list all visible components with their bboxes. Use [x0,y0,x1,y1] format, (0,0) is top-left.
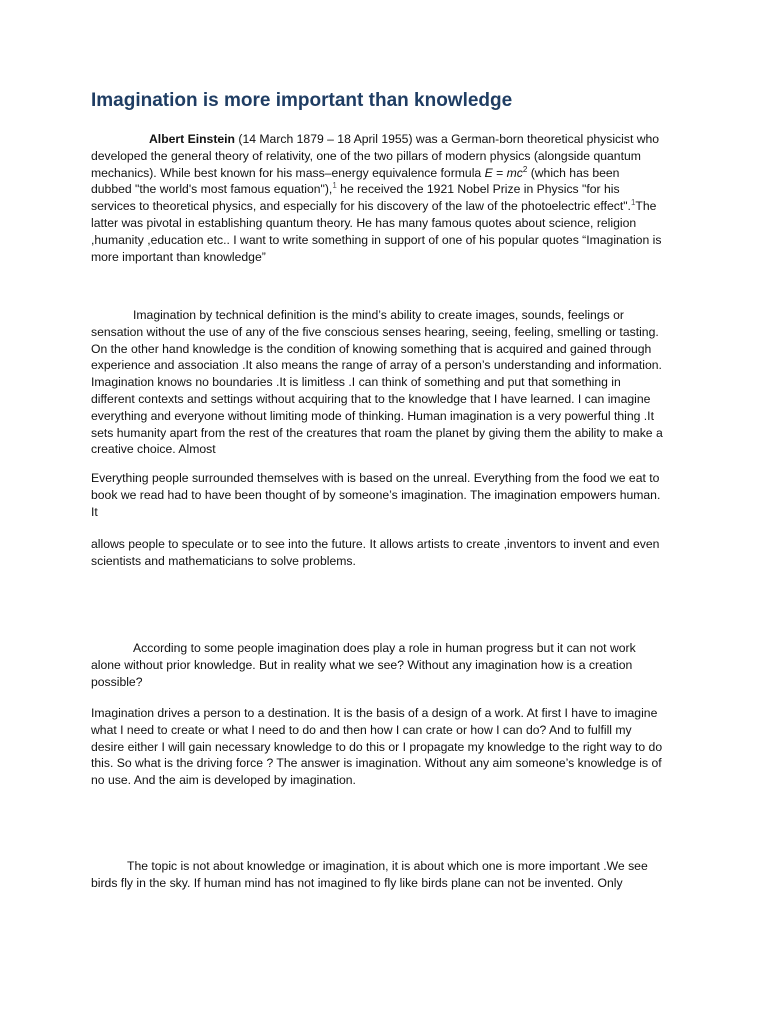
p1-text-a: (14 March 1879 – 18 April 1955) was a German-born theoretical physicist who developed the general theory of relativity, one of the two pillars of modern physics (alongside quantum mechanics). While best known for his mass–energy equivalence formula [91,132,660,180]
einstein-name: Albert Einstein [149,132,236,146]
paragraph-topic [91,858,663,892]
p1-text-c: he received the 1921 Nobel Prize in Physics "for his services to theoretical physics, and especially for his discovery of the law of the photoelectric effect". [91,182,631,214]
paragraph-destination: Imagination drives a person to a destination. It is the basis of a design of a work. At first I have to imagine what I need to create or what I need to do and then how I can crate or how I can do? And to fulfill my desire either I will gain necessary knowledge to do this or I propagate my knowledge to the right way to do this. So what is the driving force ? The answer is imagination. Without any aim someone’s knowledge is of no use. And the aim is developed by imagination. [91,706,663,788]
p5-text: According to some people imagination does play a role in human progress but it can not work alone without prior knowledge. But in reality what we see? Without any imagination how is a creation possible? [91,641,636,689]
reference-link-1[interactable]: 1 [332,181,337,191]
p2-text: Imagination by technical definition is the mind’s ability to create images, sounds, feelings or sensation without the use of any of the five conscious senses hearing, seeing, feeling, smelling or tasting. On the other hand knowledge is the condition of knowing something that is acquired and gained through experience and association .It also means the range of array of a person’s understanding and information. Imagination knows no boundaries .It is limitless .I can think of something and put that something in different contexts and settings without acquiring that to the knowledge that I have learned. I can imagine everything and everyone without limiting mode of thinking. Human imagination is a very powerful thing .It sets humanity apart from the rest of the creatures that roam the planet by giving them the ability to make a creative choice. Almost [91,308,663,457]
document-title: Imagination is more important than knowledge [91,90,513,111]
paragraph-imagination-definition [91,307,663,458]
formula-eq: = [492,165,507,180]
paragraph-human-progress [91,640,663,690]
paragraph-unreal: Everything people surrounded themselves with is based on the unreal. Everything from the food we eat to book we read had to have been thought of by someone’s imagination. The imagination empowers human. It [91,471,661,519]
formula-mc: mc [506,165,523,180]
p1-text-b: (which has been dubbed "the world's most famous equation"), [91,165,620,197]
reference-link-2[interactable]: 1 [630,198,636,208]
paragraph-speculate: allows people to speculate or to see into the future. It allows artists to create ,inventors to invent and even scientists and mathematicians to solve problems. [91,537,660,568]
p7-text: The topic is not about knowledge or imagination, it is about which one is more important .We see birds fly in the sky. If human mind has not imagined to fly like birds plane can not be invented. Only [91,859,648,890]
paragraph-einstein-intro [91,131,663,265]
formula-e: E [484,165,493,180]
formula-exponent: 2 [522,164,528,174]
p1-text-d: The latter was pivotal in establishing quantum theory. He has many famous quotes about science, religion ,humanity ,education etc.. I want to write something in support of one of his popular quotes “Imagination is more important than knowledge” [91,199,662,264]
